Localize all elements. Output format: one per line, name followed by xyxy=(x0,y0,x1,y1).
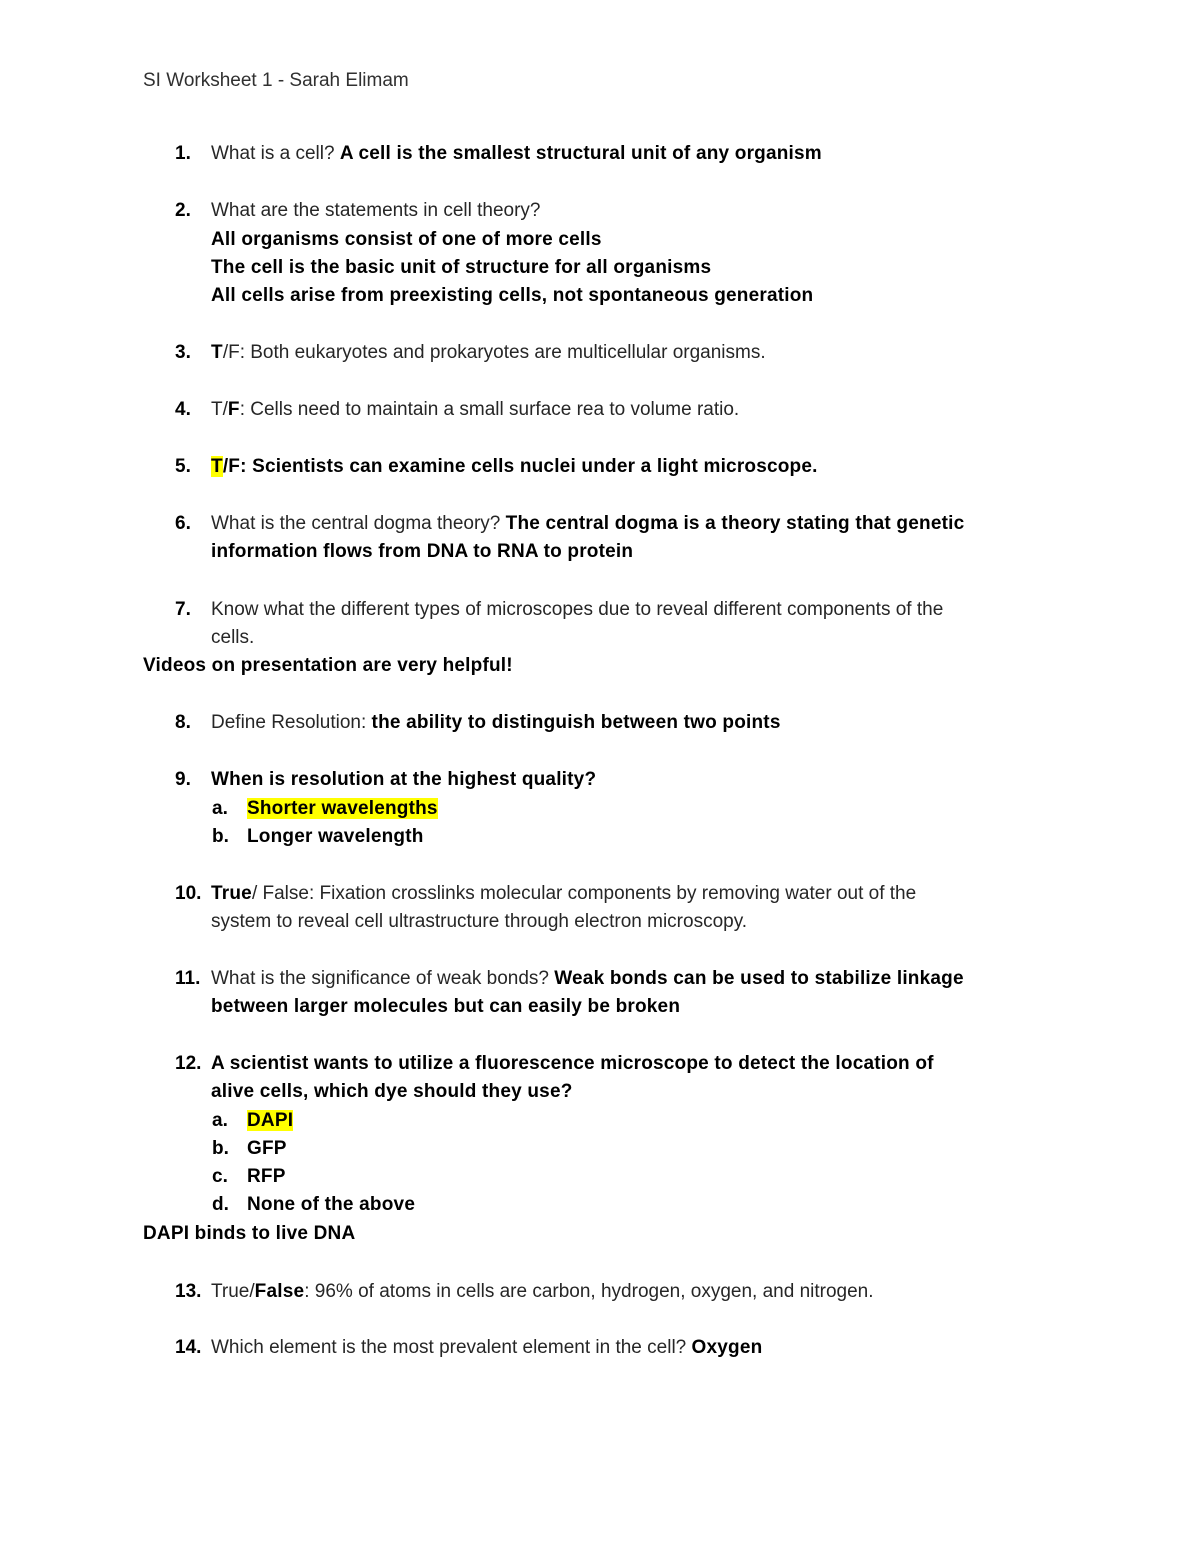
q12-option-b: GFP xyxy=(247,1138,287,1159)
q13-statement: : 96% of atoms in cells are carbon, hydrogen, oxygen, and nitrogen. xyxy=(304,1281,874,1302)
q6-line-1 xyxy=(211,510,964,538)
q10-line-1 xyxy=(211,880,916,908)
q8-answer: the ability to distinguish between two points xyxy=(371,712,781,733)
q10-statement-1: / False: Fixation crosslinks molecular components by removing water out of the xyxy=(251,883,917,904)
q1-line xyxy=(211,140,822,168)
q2-answer-2: The cell is the basic unit of structure for all organisms xyxy=(211,257,712,278)
q3-statement: /F: Both eukaryotes and prokaryotes are multicellular organisms. xyxy=(222,342,766,363)
q4-number: 4. xyxy=(175,399,191,420)
q6-answer-part2: information flows from DNA to RNA to protein xyxy=(211,541,634,562)
document-header: SI Worksheet 1 - Sarah Elimam xyxy=(143,70,409,91)
q14-line xyxy=(211,1334,762,1362)
q3-number: 3. xyxy=(175,342,191,363)
q4-false: F xyxy=(227,399,240,420)
note-dapi: DAPI binds to live DNA xyxy=(143,1223,356,1244)
q12-number: 12. xyxy=(175,1053,202,1074)
q2-question: What are the statements in cell theory? xyxy=(211,200,541,221)
q9-option-b: Longer wavelength xyxy=(247,826,424,847)
q1-question: What is a cell? xyxy=(211,143,340,164)
q2-answer-3: All cells arise from preexisting cells, not spontaneous generation xyxy=(211,285,814,306)
q9-option-a-letter: a. xyxy=(212,798,228,819)
q12-question-2: alive cells, which dye should they use? xyxy=(211,1081,573,1102)
q5-true-highlight: T xyxy=(211,456,223,477)
q12-option-a xyxy=(247,1107,293,1135)
q5-line xyxy=(211,453,818,481)
q6-number: 6. xyxy=(175,513,191,534)
q3-line xyxy=(211,339,766,367)
q12-option-a-highlight: DAPI xyxy=(247,1110,294,1131)
q7-number: 7. xyxy=(175,599,191,620)
q2-number: 2. xyxy=(175,200,191,221)
q12-option-c-letter: c. xyxy=(212,1166,228,1187)
q9-question: When is resolution at the highest quality? xyxy=(211,769,597,790)
q13-number: 13. xyxy=(175,1281,202,1302)
q4-true: T/ xyxy=(211,399,228,420)
q9-option-b-letter: b. xyxy=(212,826,229,847)
q12-option-d-letter: d. xyxy=(212,1194,229,1215)
q10-number: 10. xyxy=(175,883,202,904)
q8-line xyxy=(211,709,781,737)
q9-number: 9. xyxy=(175,769,191,790)
note-videos: Videos on presentation are very helpful! xyxy=(143,655,513,676)
q4-line xyxy=(211,396,739,424)
q11-answer-part2: between larger molecules but can easily be broken xyxy=(211,996,681,1017)
q12-option-c: RFP xyxy=(247,1166,286,1187)
q8-number: 8. xyxy=(175,712,191,733)
q9-option-a xyxy=(247,795,438,823)
q12-option-b-letter: b. xyxy=(212,1138,229,1159)
q5-statement: /F: Scientists can examine cells nuclei under a light microscope. xyxy=(222,456,818,477)
q6-answer-part1: The central dogma is a theory stating that genetic xyxy=(505,513,965,534)
q7-line-1: Know what the different types of microscopes due to reveal different components of the xyxy=(211,599,944,620)
q14-answer: Oxygen xyxy=(691,1337,763,1358)
q3-true: T xyxy=(211,342,223,363)
q2-answer-1: All organisms consist of one of more cells xyxy=(211,229,602,250)
q9-option-a-highlight: Shorter wavelengths xyxy=(247,798,438,819)
q8-question: Define Resolution: xyxy=(211,712,372,733)
q11-question: What is the significance of weak bonds? xyxy=(211,968,555,989)
q5-number: 5. xyxy=(175,456,191,477)
q4-statement: : Cells need to maintain a small surface rea to volume ratio. xyxy=(239,399,740,420)
q12-option-a-letter: a. xyxy=(212,1110,228,1131)
q11-number: 11. xyxy=(175,968,201,989)
q12-option-d: None of the above xyxy=(247,1194,416,1215)
q6-question: What is the central dogma theory? xyxy=(211,513,506,534)
q13-line xyxy=(211,1278,874,1306)
q14-question: Which element is the most prevalent element in the cell? xyxy=(211,1337,692,1358)
q1-answer: A cell is the smallest structural unit of any organism xyxy=(339,143,822,164)
q1-number: 1. xyxy=(175,143,191,164)
q13-false: False xyxy=(254,1281,305,1302)
q7-line-2: cells. xyxy=(211,627,255,648)
q12-question-1: A scientist wants to utilize a fluorescence microscope to detect the location of xyxy=(211,1053,934,1074)
q10-true: True xyxy=(211,883,252,904)
q10-statement-2: system to reveal cell ultrastructure through electron microscopy. xyxy=(211,911,748,932)
q11-line-1 xyxy=(211,965,964,993)
q14-number: 14. xyxy=(175,1337,202,1358)
q11-answer-part1: Weak bonds can be used to stabilize linkage xyxy=(554,968,964,989)
q13-true: True/ xyxy=(211,1281,255,1302)
